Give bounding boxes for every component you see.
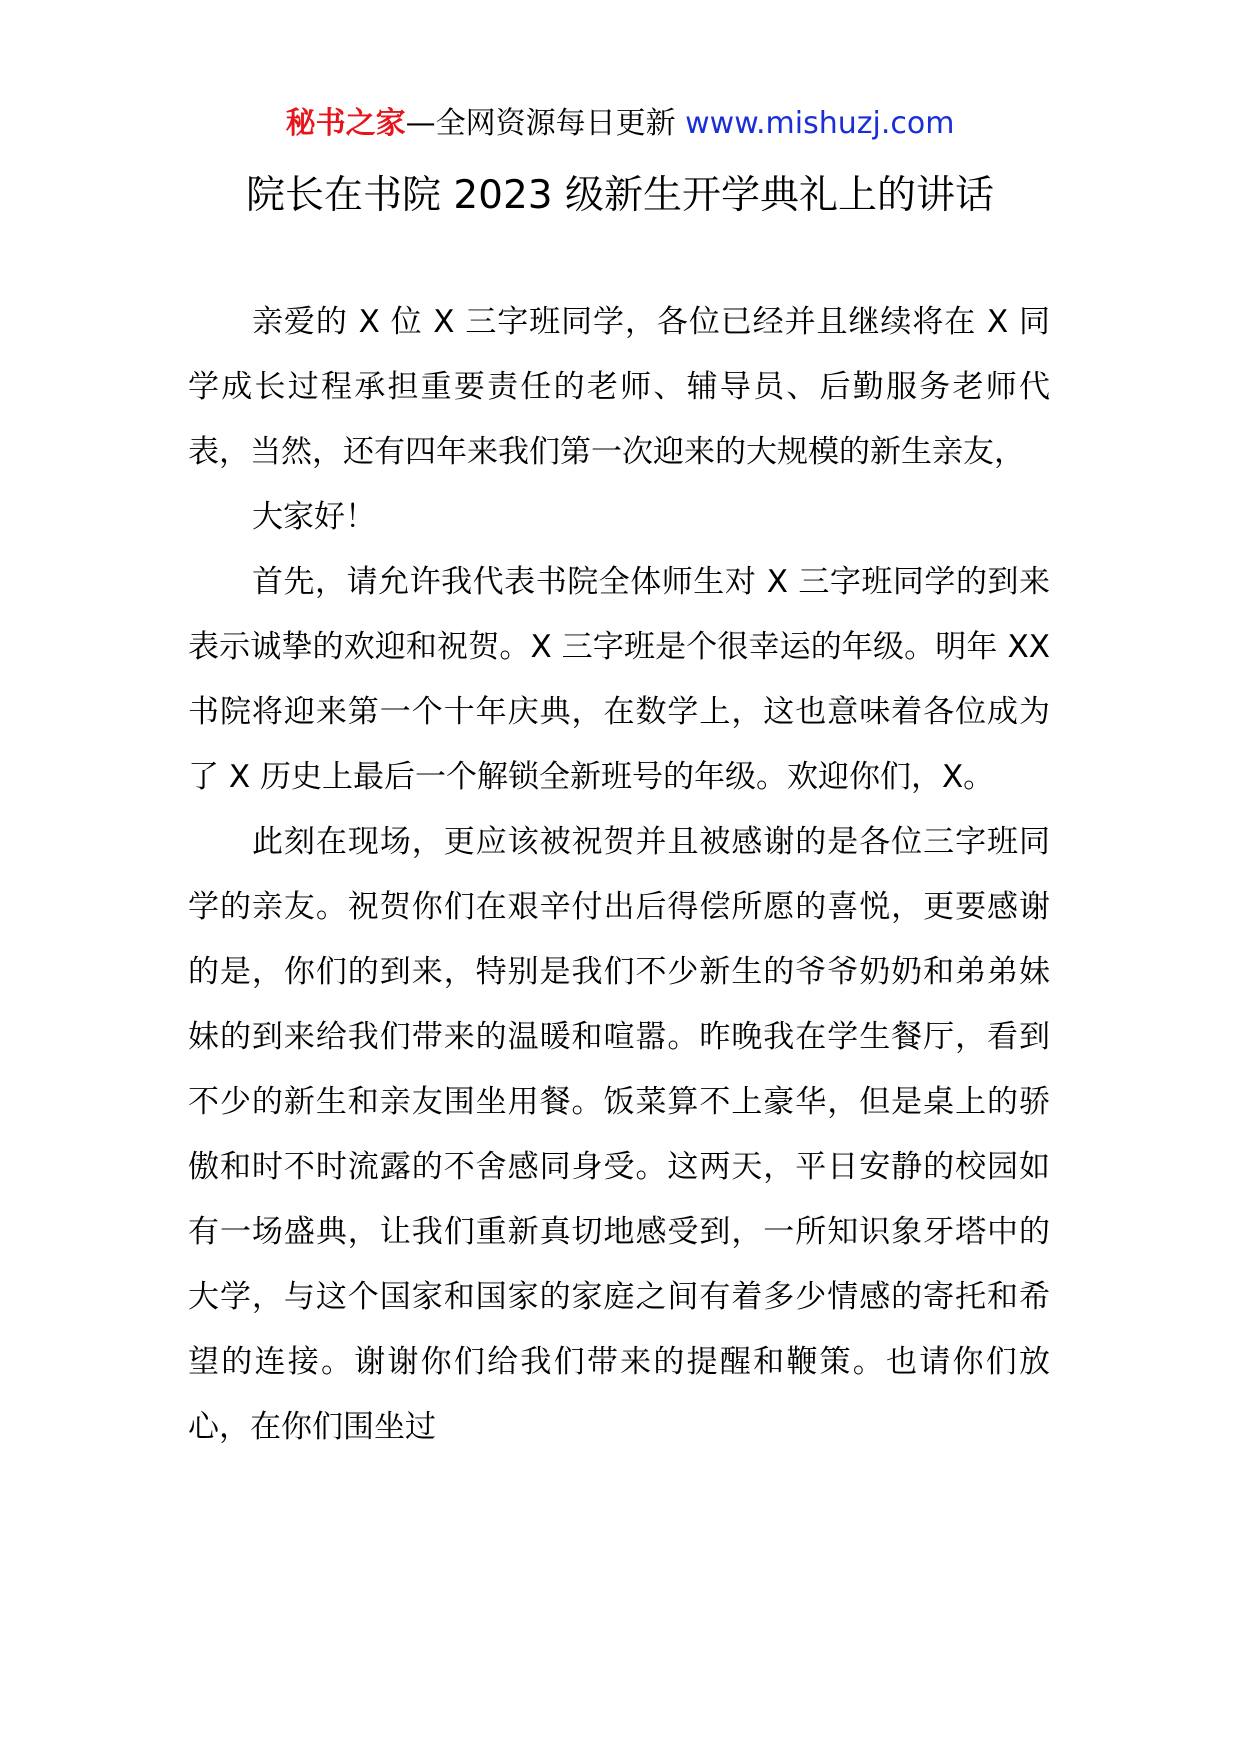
paragraph-thanks: 此刻在现场，更应该被祝贺并且被感谢的是各位三字班同学的亲友。祝贺你们在艰辛付出后得偿所愿的喜悦，更要感谢的是，你们的到来，特别是我们不少新生的爷爷奶奶和弟弟妹妹的到来给我们带来的温暖和喧嚣。昨晚我在学生餐厅，看到不少的新生和亲友围坐用餐。饭菜算不上豪华，但是桌上的骄傲和时不时流露的不舍感同身受。这两天，平日安静的校园如有一场盛典，让我们重新真切地感受到，一所知识象牙塔中的大学，与这个国家和国家的家庭之间有着多少情感的寄托和希望的连接。谢谢你们给我们带来的提醒和鞭策。也请你们放心，在你们围坐过 bbox=[188, 824, 1050, 1445]
paragraph-greeting: 亲爱的 X 位 X 三字班同学，各位已经并且继续将在 X 同学成长过程承担重要责任的老师、辅导员、后勤服务老师代表，当然，还有四年来我们第一次迎来的大规模的新生亲友， bbox=[188, 304, 1050, 470]
document-title: 院长在书院 2023 级新生开学典礼上的讲话 bbox=[245, 173, 995, 218]
site-brand: 秘书之家 bbox=[285, 106, 406, 141]
site-tagline: —全网资源每日更新 bbox=[405, 106, 676, 141]
site-url-link[interactable]: www.mishuzj.com bbox=[685, 106, 955, 141]
site-header bbox=[0, 102, 1240, 146]
paragraph-hello: 大家好！ bbox=[252, 499, 376, 535]
paragraph-welcome: 首先，请允许我代表书院全体师生对 X 三字班同学的到来表示诚挚的欢迎和祝贺。X 三字班是个很幸运的年级。明年 XX 书院将迎来第一个十年庆典，在数学上，这也意味着各位成为了 X 历史上最后一个解锁全新班号的年级。欢迎你们，X。 bbox=[188, 564, 1050, 795]
document-body bbox=[188, 290, 1050, 1460]
